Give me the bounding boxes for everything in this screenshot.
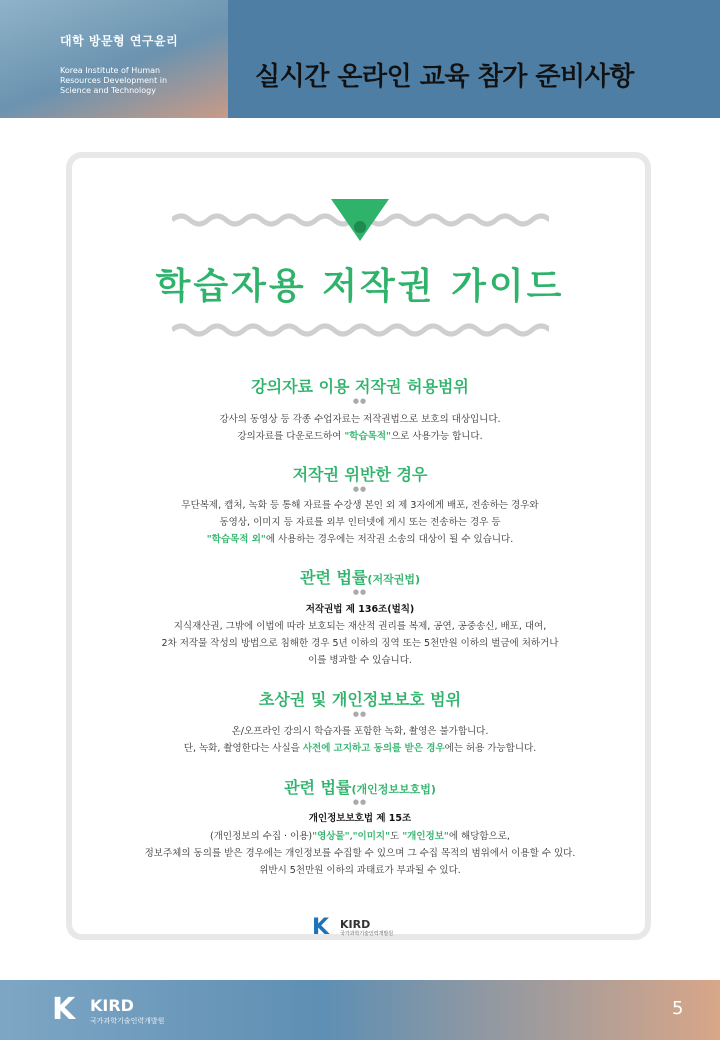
section-text: 이를 병과할 수 있습니다.: [308, 655, 412, 666]
section-heading-violation: 저작권 위반한 경우: [292, 465, 428, 484]
footer: [0, 980, 720, 1040]
org-english-name: Korea Institute of Human Resources Development in Science and Technology: [60, 66, 168, 95]
law-article: 저작권법 제 136조(벌칙): [305, 604, 415, 615]
header-org-block: [0, 0, 228, 118]
section-text: "학습목적 외"에 사용하는 경우에는 저작권 소송의 대상이 될 수 있습니다.: [206, 534, 514, 545]
org-korean-name: 대학 방문형 연구윤리: [60, 34, 179, 48]
section-heading-portrait-privacy: 초상권 및 개인정보보호 범위: [258, 690, 462, 709]
footer-kird-name: KIRD: [90, 996, 134, 1015]
header: [0, 0, 720, 118]
section-text: 강의자료를 다운로드하여 "학습목적"으로 사용가능 합니다.: [237, 431, 483, 442]
section-heading-copyright-law: 관련 법률(저작권법): [300, 568, 420, 587]
dots-divider: ●●: [352, 798, 368, 806]
law-article: 개인정보보호법 제 15조: [308, 813, 412, 824]
section-text: 위반시 5천만원 이하의 과태료가 부과될 수 있다.: [259, 865, 461, 876]
section-text: (개인정보의 수집 · 이용)"영상물","이미지"도 "개인정보"에 해당함으로,: [210, 831, 510, 842]
kird-logo-name: KIRD: [340, 918, 371, 931]
section-text: 2차 저작물 작성의 방법으로 침해한 경우 5년 이하의 징역 또는 5천만원 이하의 벌금에 처하거나: [161, 638, 559, 649]
section-text: 단, 녹화, 촬영한다는 사실을 사전에 고지하고 동의를 받은 경우에는 허용 가능합니다.: [183, 743, 537, 754]
triangle-icon: [331, 199, 389, 241]
section-heading-privacy-law: 관련 법률(개인정보보호법): [284, 778, 436, 797]
page-number: 5: [672, 998, 684, 1019]
section-text: 정보주체의 동의를 받은 경우에는 개인정보를 수집할 수 있으며 그 수집 목적의 범위에서 이용할 수 있다.: [144, 848, 576, 859]
section-text: 무단복제, 캡처, 녹화 등 통해 자료를 수강생 본인 외 제 3자에게 배포, 전송하는 경우와: [181, 500, 539, 511]
section-text: 강사의 동영상 등 각종 수업자료는 저작권법으로 보호의 대상입니다.: [219, 414, 501, 425]
kird-logo: [312, 916, 422, 940]
kird-logo-subtitle: 국가과학기술인력개발원: [340, 931, 394, 937]
footer-kird-mark-icon: K: [52, 992, 76, 1027]
section-text: 지식재산권, 그밖에 이법에 따라 보호되는 재산적 권리를 복제, 공연, 공중송신, 배포, 대여,: [173, 621, 547, 632]
page-title: 실시간 온라인 교육 참가 준비사항: [255, 62, 634, 92]
dots-divider: ●●: [352, 485, 368, 493]
dots-divider: ●●: [352, 710, 368, 718]
dots-divider: ●●: [352, 397, 368, 405]
footer-kird-subtitle: 국가과학기술인력개발원: [90, 1017, 165, 1025]
section-heading-lecture-material: 강의자료 이용 저작권 허용범위: [251, 377, 469, 396]
dots-divider: ●●: [352, 588, 368, 596]
bottom-wave-decoration: [172, 322, 549, 338]
section-text: 동영상, 이미지 등 자료를 외부 인터넷에 게시 또는 전송하는 경우 등: [219, 517, 501, 528]
kird-mark-icon: K: [312, 915, 330, 940]
guide-title: 학습자용 저작권 가이드: [155, 266, 565, 307]
section-text: 온/오프라인 강의시 학습자를 포함한 녹화, 촬영은 불가합니다.: [231, 726, 489, 737]
